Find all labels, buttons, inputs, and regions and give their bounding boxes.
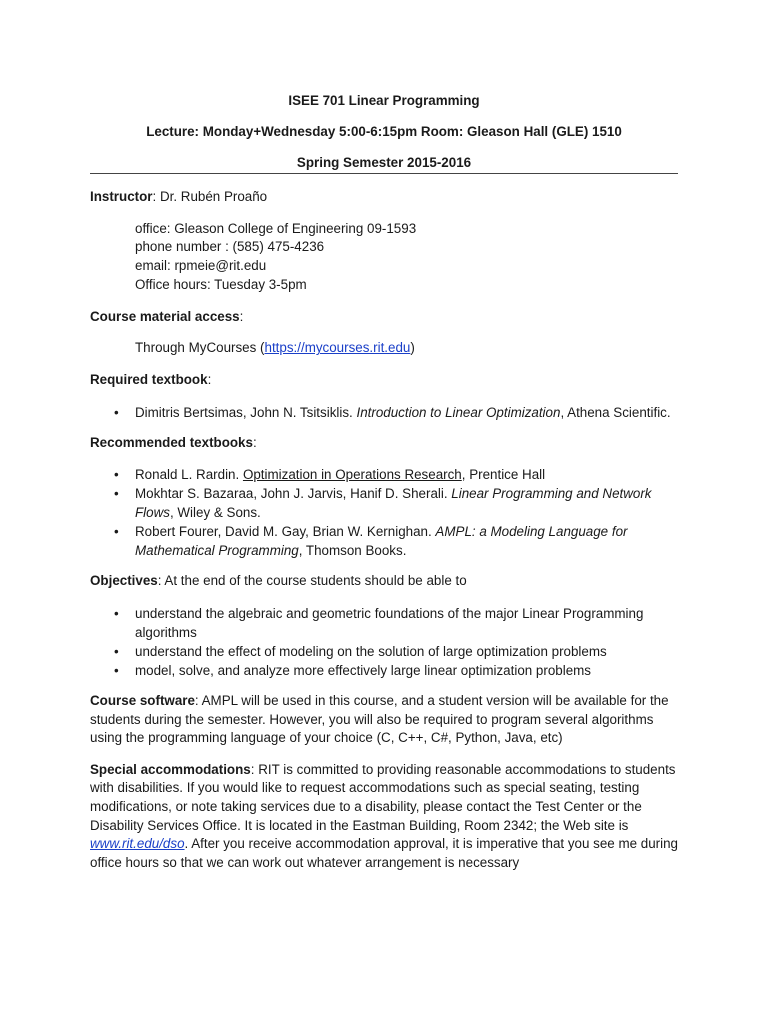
list-item — [90, 465, 678, 484]
software-label: Course software — [90, 692, 195, 708]
book-title: Optimization in Operations Research — [242, 467, 462, 483]
list-item — [90, 522, 678, 560]
instructor-email: email: rpmeie@rit.edu — [135, 258, 267, 274]
material-access-line — [90, 339, 678, 358]
book-authors: Robert Fourer, David M. Gay, Brian W. Kernighan. — [135, 524, 436, 540]
bullet-icon: • — [114, 524, 119, 540]
software-paragraph — [90, 692, 678, 748]
book-publisher: , Thomson Books. — [298, 543, 407, 559]
book-title: AMPL: a Modeling Language for Mathematical Programming — [135, 524, 628, 559]
book-publisher: , Prentice Hall — [461, 467, 546, 483]
instructor-office: office: Gleason College of Engineering 09-1593 — [135, 220, 417, 236]
objectives-label: Objectives — [90, 573, 158, 589]
objective-text: understand the effect of modeling on the solution of large optimization problems — [135, 643, 607, 659]
accommodations-text-after: . After you receive accommodation approval, it is imperative that you see me during office hours so that we can work out whatever arrangement is necessary — [90, 836, 678, 870]
required-textbook-label: Required textbook — [90, 372, 208, 388]
lecture-info: Lecture: Monday+Wednesday 5:00-6:15pm Room: Gleason Hall (GLE) 1510 — [146, 124, 622, 139]
recommended-textbooks-colon: : — [252, 434, 257, 450]
recommended-textbooks-label: Recommended textbooks — [90, 434, 253, 450]
list-item — [90, 484, 678, 522]
required-textbook-list — [90, 403, 678, 422]
list-item — [90, 661, 678, 680]
bullet-icon: • — [114, 486, 119, 502]
material-access-heading — [90, 308, 678, 327]
software-text: : AMPL will be used in this course, and a student version will be available for the students during the semester. However, you will also be required to program several algorithms using the programming language of your choice (C, C++, C#, Python, Java, etc) — [90, 692, 669, 746]
objectives-intro: : At the end of the course students should be able to — [157, 573, 467, 589]
material-access-suffix: ) — [410, 340, 415, 356]
objective-text: understand the algebraic and geometric foundations of the major Linear Programming algorithms — [135, 605, 644, 640]
dso-link[interactable]: www.rit.edu/dso — [90, 836, 185, 852]
instructor-heading — [90, 188, 678, 207]
accommodations-label: Special accommodations — [90, 761, 251, 777]
instructor-details — [90, 220, 678, 295]
objectives-heading — [90, 572, 678, 591]
objective-text: model, solve, and analyze more effectively large linear optimization problems — [135, 662, 592, 678]
list-item — [90, 403, 678, 422]
header-divider — [90, 173, 678, 174]
book-authors: Mokhtar S. Bazaraa, John J. Jarvis, Hanif D. Sherali. — [135, 486, 452, 502]
instructor-label: Instructor — [90, 189, 153, 204]
material-access-colon: : — [239, 308, 244, 324]
required-textbook-heading — [90, 371, 678, 390]
instructor-phone: phone number : (585) 475-4236 — [135, 239, 325, 255]
book-title: Introduction to Linear Optimization — [356, 404, 561, 420]
accommodations-paragraph — [90, 761, 678, 873]
list-item — [90, 642, 678, 661]
bullet-icon: • — [114, 404, 119, 420]
bullet-icon: • — [114, 643, 119, 659]
bullet-icon: • — [114, 467, 119, 483]
list-item — [90, 604, 678, 642]
course-title: ISEE 701 Linear Programming — [288, 93, 480, 108]
bullet-icon: • — [114, 662, 119, 678]
bullet-icon: • — [114, 605, 119, 621]
book-publisher: , Athena Scientific. — [560, 404, 671, 420]
instructor-name: : Dr. Rubén Proaño — [152, 189, 268, 204]
semester-info: Spring Semester 2015-2016 — [296, 155, 472, 170]
recommended-textbooks-heading — [90, 434, 678, 453]
syllabus-page — [90, 92, 678, 885]
mycourses-link[interactable]: https://mycourses.rit.edu — [264, 340, 411, 356]
book-authors: Ronald L. Rardin. — [135, 467, 243, 483]
material-access-prefix: Through MyCourses ( — [135, 340, 265, 356]
objectives-list — [90, 604, 678, 680]
material-access-label: Course material access — [90, 308, 240, 324]
recommended-textbooks-list — [90, 465, 678, 560]
accommodations-text-before: : RIT is committed to providing reasonable accommodations to students with disabilities. If you would like to request accommodations such as special seating, testing modifications, or note taking services due to a disability, please contact the Test Center or the Disability Services Office. It is located in the Eastman Building, Room 2342; the Web site is — [90, 761, 676, 833]
required-textbook-colon: : — [207, 372, 212, 388]
book-title: Linear Programming and Network Flows — [135, 486, 652, 521]
instructor-hours: Office hours: Tuesday 3-5pm — [135, 276, 307, 292]
book-publisher: , Wiley & Sons. — [169, 505, 261, 521]
book-authors: Dimitris Bertsimas, John N. Tsitsiklis. — [135, 404, 357, 420]
